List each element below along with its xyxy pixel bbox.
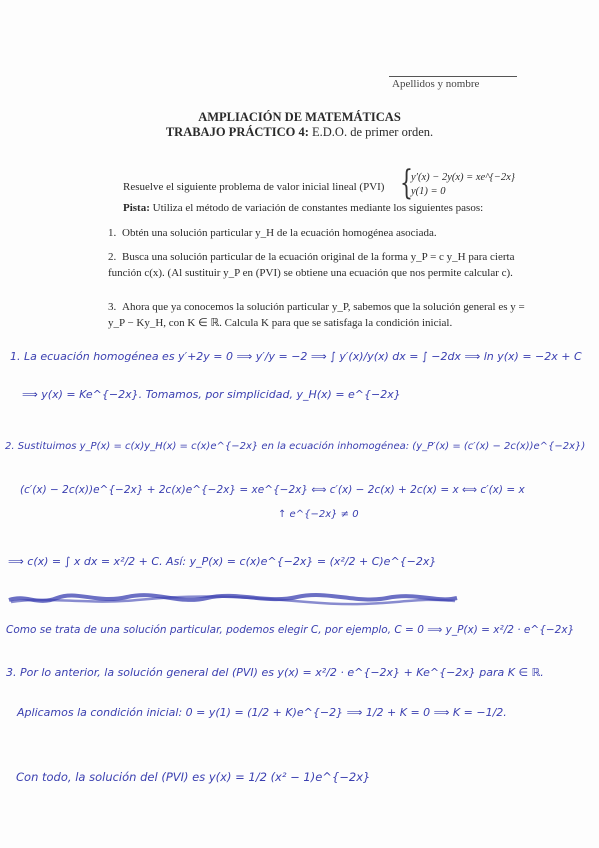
hw-substitution: 2. Sustituimos y_P(x) = c(x)y_H(x) = c(x)e^{−2x} en la ecuación inhomogénea: (y_P′(x) = (c′(x) − 2c(x))e^{−2x}) bbox=[5, 441, 586, 452]
name-underline bbox=[389, 76, 517, 77]
name-label: Apellidos y nombre bbox=[392, 78, 480, 90]
pvi-initial-condition: y(1) = 0 bbox=[411, 186, 446, 197]
hint bbox=[123, 202, 543, 214]
step-item bbox=[108, 299, 540, 331]
hint-label: Pista: bbox=[123, 202, 150, 214]
pvi-equation: y′(x) − 2y(x) = xe^{−2x} bbox=[411, 172, 515, 183]
hw-homogeneous-solution: ⟹ y(x) = Ke^{−2x}. Tomamos, por simplicidad, y_H(x) = e^{−2x} bbox=[22, 388, 401, 401]
assignment-title-rest: E.D.O. de primer orden. bbox=[308, 125, 434, 139]
hw-initial-condition: Aplicamos la condición inicial: 0 = y(1) = (1/2 + K)e^{−2} ⟹ 1/2 + K = 0 ⟹ K = −1/2. bbox=[17, 706, 507, 719]
step-text: Obtén una solución particular y_H de la ecuación homogénea asociada. bbox=[122, 227, 437, 239]
step-number: 1. bbox=[108, 227, 117, 239]
assignment-title bbox=[0, 125, 599, 140]
assignment-title-bold: TRABAJO PRÁCTICO 4: bbox=[165, 125, 309, 139]
course-title: AMPLIACIÓN DE MATEMÁTICAS bbox=[198, 110, 401, 124]
hw-final-solution: Con todo, la solución del (PVI) es y(x) = 1/2 (x² − 1)e^{−2x} bbox=[16, 770, 371, 784]
hw-derivation: (c′(x) − 2c(x))e^{−2x} + 2c(x)e^{−2x} = xe^{−2x} ⟺ c′(x) − 2c(x) + 2c(x) = x ⟺ c′(x) = x bbox=[20, 484, 525, 496]
hint-text: Utiliza el método de variación de constantes mediante los siguientes pasos: bbox=[149, 202, 484, 214]
step-item bbox=[108, 249, 540, 281]
hw-integration: ⟹ c(x) = ∫ x dx = x²/2 + C. Así: y_P(x) = c(x)e^{−2x} = (x²/2 + C)e^{−2x} bbox=[8, 555, 437, 568]
crossed-out-line bbox=[7, 592, 459, 608]
hw-particular-choice: Como se trata de una solución particular, podemos elegir C, por ejemplo, C = 0 ⟹ y_P(x) = x²/2 · e^{−2x} bbox=[6, 624, 575, 636]
problem-statement: Resuelve el siguiente problema de valor inicial lineal (PVI) bbox=[123, 181, 385, 193]
hw-nonzero-note: ↑ e^{−2x} ≠ 0 bbox=[278, 509, 359, 520]
hw-homogeneous-equation: 1. La ecuación homogénea es y′+2y = 0 ⟹ y′/y = −2 ⟹ ∫ y′(x)/y(x) dx = ∫ −2dx ⟹ ln y(x) = −2x + C bbox=[10, 350, 582, 363]
step-number: 2. bbox=[108, 251, 117, 263]
step-number: 3. bbox=[108, 301, 117, 313]
hw-general-solution: 3. Por lo anterior, la solución general del (PVI) es y(x) = x²/2 · e^{−2x} + Ke^{−2x} para K ∈ ℝ. bbox=[6, 666, 544, 679]
step-text: Ahora que ya conocemos la solución particular y_P, sabemos que la solución general es y = y_P − Ky_H, con K ∈ ℝ. Calcula K para que se satisfaga la condición inicial. bbox=[108, 301, 525, 329]
step-text: Busca una solución particular de la ecuación original de la forma y_P = c y_H para cierta función c(x). (Al sustituir y_P en (PVI) se obtiene una ecuación que nos permite calcular c). bbox=[108, 251, 515, 279]
step-item bbox=[108, 225, 540, 241]
pvi-brace: { bbox=[400, 163, 413, 203]
